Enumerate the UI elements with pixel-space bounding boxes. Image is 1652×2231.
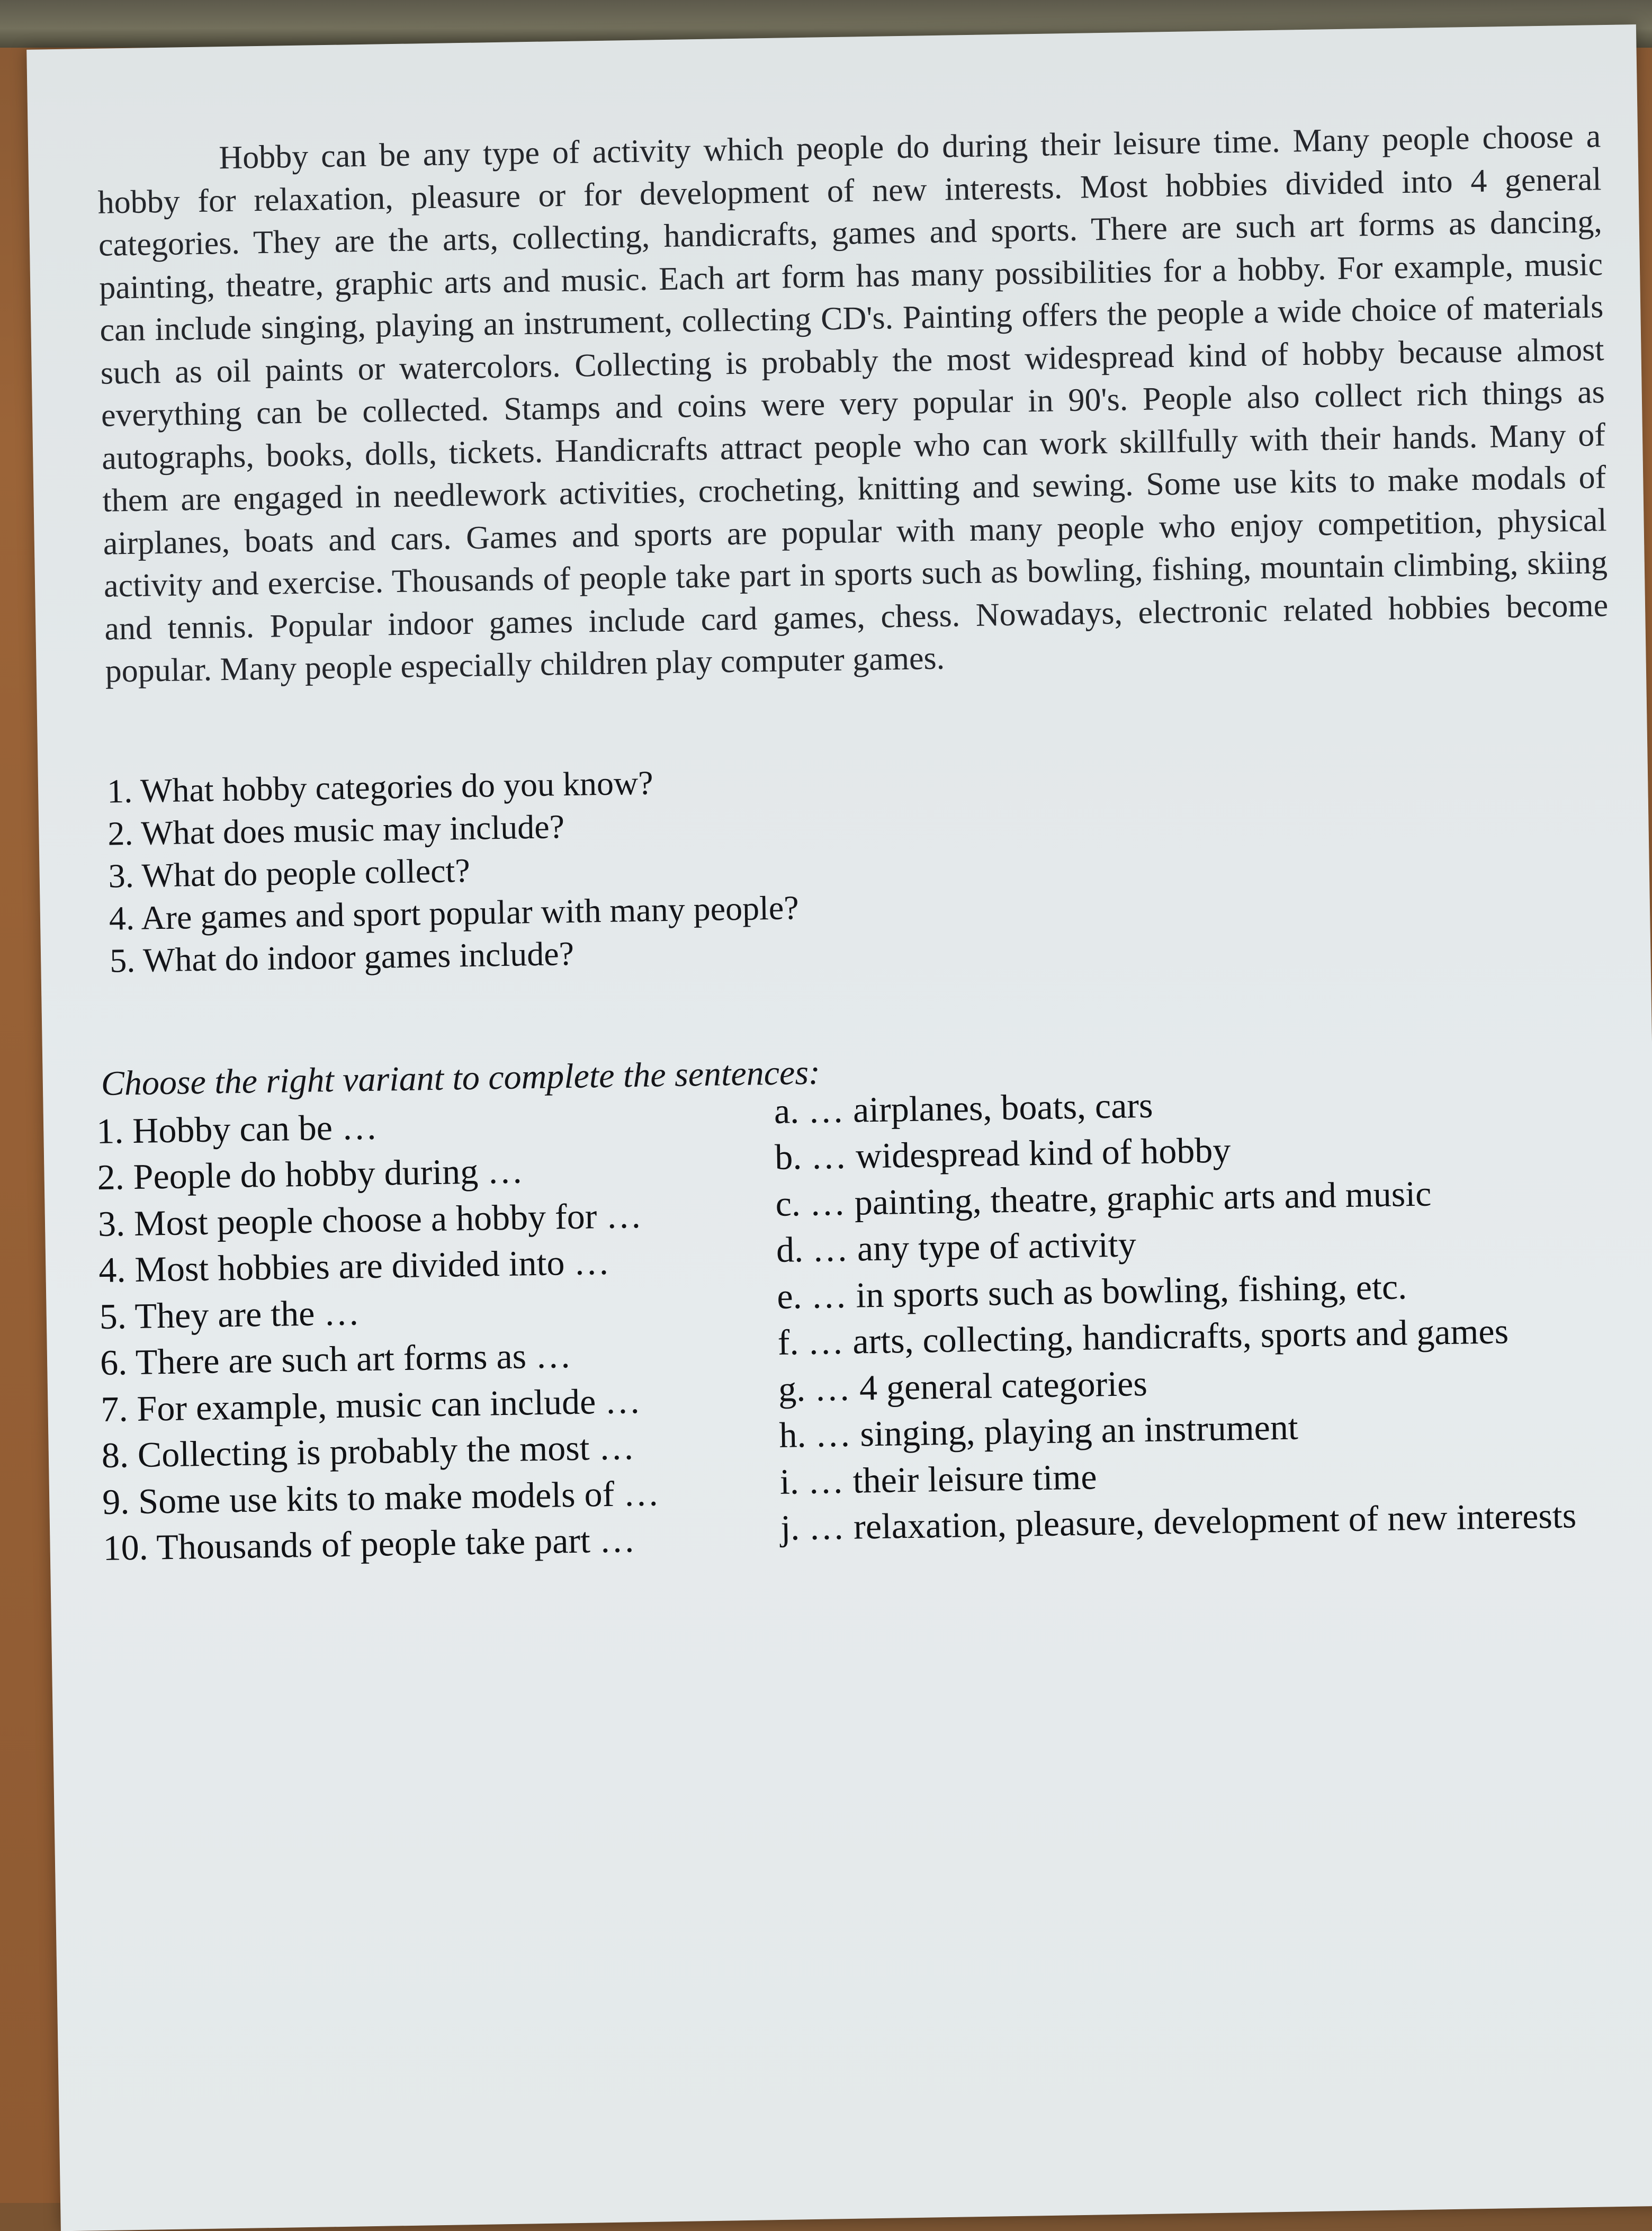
question-item: 2. What does music may include? bbox=[107, 807, 565, 853]
question-item: 3. What do people collect? bbox=[108, 851, 471, 895]
sentence-beginning: 8. Collecting is probably the most … bbox=[101, 1427, 635, 1475]
sentence-ending: d. … any type of activity bbox=[776, 1224, 1137, 1270]
sentence-ending: c. … painting, theatre, graphic arts and music bbox=[775, 1172, 1432, 1224]
sentence-beginning: 10. Thousands of people take part … bbox=[103, 1519, 636, 1568]
question-item: 4. Are games and sport popular with many people? bbox=[109, 888, 800, 937]
sentence-beginning: 5. They are the … bbox=[99, 1292, 360, 1337]
sentence-ending: f. … arts, collecting, handicrafts, sports and games bbox=[777, 1311, 1509, 1363]
sentence-ending: e. … in sports such as bowling, fishing, etc. bbox=[776, 1266, 1407, 1316]
sentence-ending: a. … airplanes, boats, cars bbox=[774, 1085, 1153, 1131]
sentence-ending: h. … singing, playing an instrument bbox=[778, 1406, 1299, 1455]
exercise-title: Choose the right variant to complete the sentences: bbox=[101, 1053, 821, 1103]
sentence-beginning: 2. People do hobby during … bbox=[97, 1150, 524, 1198]
sentence-endings bbox=[774, 1074, 1652, 1552]
worksheet-page bbox=[26, 24, 1652, 2231]
sentence-beginning: 7. For example, music can include … bbox=[100, 1380, 641, 1429]
sentence-ending: j. … relaxation, pleasure, development of new interests bbox=[780, 1495, 1577, 1548]
comprehension-questions bbox=[107, 747, 1614, 982]
sentence-beginning: 6. There are such art forms as … bbox=[100, 1335, 572, 1383]
question-item: 5. What do indoor games include? bbox=[109, 934, 574, 980]
sentence-ending: i. … their leisure time bbox=[779, 1456, 1097, 1502]
sentence-beginnings bbox=[96, 1097, 782, 1571]
sentence-ending: b. … widespread kind of hobby bbox=[774, 1130, 1231, 1177]
sentence-beginning: 9. Some use kits to make models of … bbox=[102, 1472, 660, 1522]
sentence-beginning: 3. Most people choose a hobby for … bbox=[97, 1195, 642, 1244]
sentence-beginning: 1. Hobby can be … bbox=[96, 1106, 378, 1151]
sentence-ending: g. … 4 general categories bbox=[778, 1363, 1148, 1409]
reading-passage: Hobby can be any type of activity which people do during their leisure time. Many people choose a hobby for relaxation, pleasure or for development of new interests. Most hobbies divided into 4 general categories. They are the arts, collecting, handicrafts, games and sports. There are such art forms as dancing, painting, theatre, graphic arts and music. Each art form has many possibilities for a hobby. For example, music can include singing, playing an instrument, collecting CD's. Painting offers the people a wide choice of materials such as oil paints or watercolors. Collecting is probably the most widespread kind of hobby because almost everything can be collected. Stamps and coins were very popular in 90's. People also collect rich things as autographs, books, dolls, tickets. Handicrafts attract people who can work skillfully with their hands. Many of them are engaged in needlework activities, crocheting, knitting and sewing. Some use kits to make modals of airplanes, boats and cars. Games and sports are popular with many people who enjoy competition, physical activity and exercise. Thousands of people take part in sports such as bowling, fishing, mountain climbing, skiing and tennis. Popular indoor games include card games, chess. Nowadays, electronic related hobbies become popular. Many people especially children play computer games. bbox=[97, 118, 1609, 689]
sentence-beginning: 4. Most hobbies are divided into … bbox=[98, 1241, 610, 1291]
worksheet-content bbox=[96, 115, 1615, 1568]
question-item: 1. What hobby categories do you know? bbox=[106, 763, 654, 810]
